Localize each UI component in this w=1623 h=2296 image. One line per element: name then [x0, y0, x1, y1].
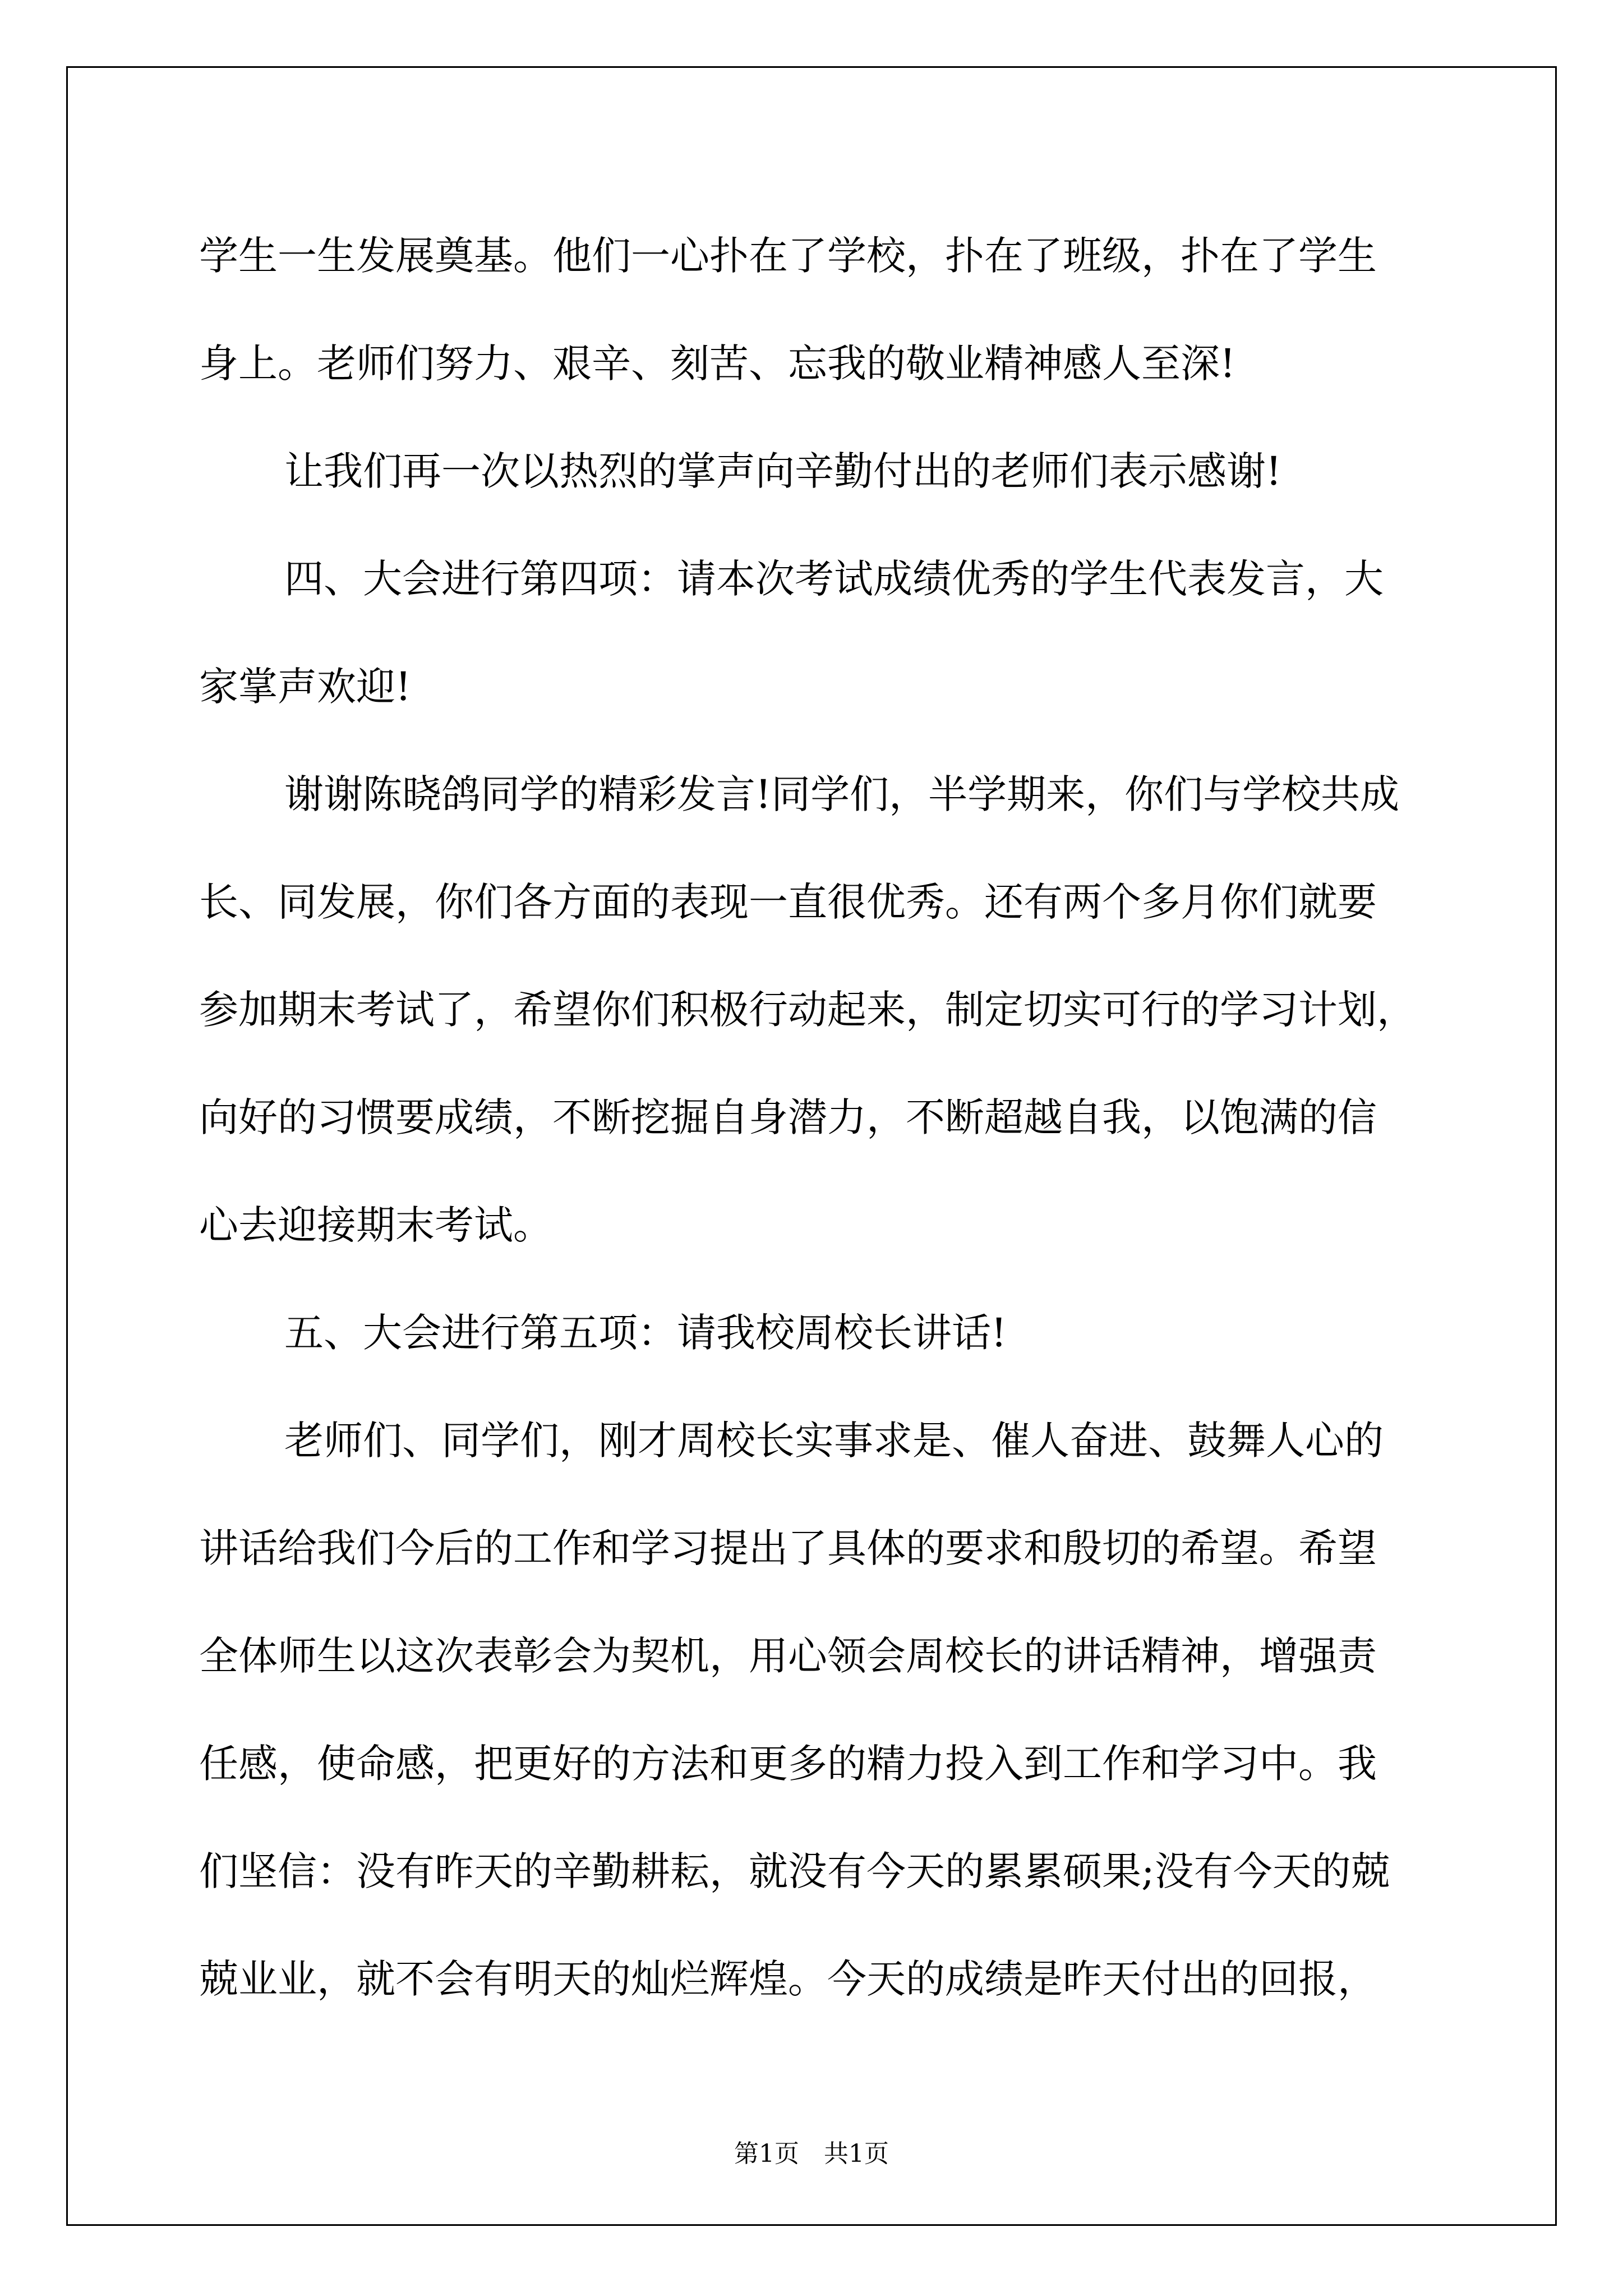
text-line: 身上。老师们努力、艰辛、刻苦、忘我的敬业精神感人至深!	[199, 341, 1236, 386]
text-line: 向好的习惯要成绩，不断挖掘自身潜力，不断超越自我，以饱满的信	[199, 1094, 1377, 1140]
text-line: 五、大会进行第五项：请我校周校长讲话!	[284, 1310, 1007, 1356]
text-line: 让我们再一次以热烈的掌声向辛勤付出的老师们表示感谢!	[284, 448, 1282, 494]
text-line: 长、同发展，你们各方面的表现一直很优秀。还有两个多月你们就要	[199, 879, 1377, 925]
text-line: 家掌声欢迎!	[199, 664, 412, 710]
text-line: 谢谢陈晓鸽同学的精彩发言!同学们，半学期来，你们与学校共成	[284, 771, 1400, 817]
text-line: 老师们、同学们，刚才周校长实事求是、催人奋进、鼓舞人心的	[284, 1418, 1384, 1464]
text-line: 参加期末考试了，希望你们积极行动起来，制定切实可行的学习计划，	[199, 987, 1416, 1033]
text-line: 四、大会进行第四项：请本次考试成绩优秀的学生代表发言，大	[284, 556, 1384, 602]
page-footer: 第1页 共1页	[734, 2139, 889, 2168]
text-line: 任感，使命感，把更好的方法和更多的精力投入到工作和学习中。我	[199, 1741, 1377, 1787]
text-line: 全体师生以这次表彰会为契机，用心领会周校长的讲话精神，增强责	[199, 1633, 1377, 1679]
text-line: 讲话给我们今后的工作和学习提出了具体的要求和殷切的希望。希望	[199, 1525, 1377, 1571]
text-line: 心去迎接期末考试。	[199, 1202, 552, 1248]
text-line: 兢业业，就不会有明天的灿烂辉煌。今天的成绩是昨天付出的回报，	[199, 1956, 1377, 2002]
text-line: 们坚信：没有昨天的辛勤耕耘，就没有今天的累累硕果;没有今天的兢	[199, 1848, 1390, 1894]
document-body	[199, 202, 1433, 2033]
text-line: 学生一生发展奠基。他们一心扑在了学校，扑在了班级，扑在了学生	[199, 233, 1377, 279]
